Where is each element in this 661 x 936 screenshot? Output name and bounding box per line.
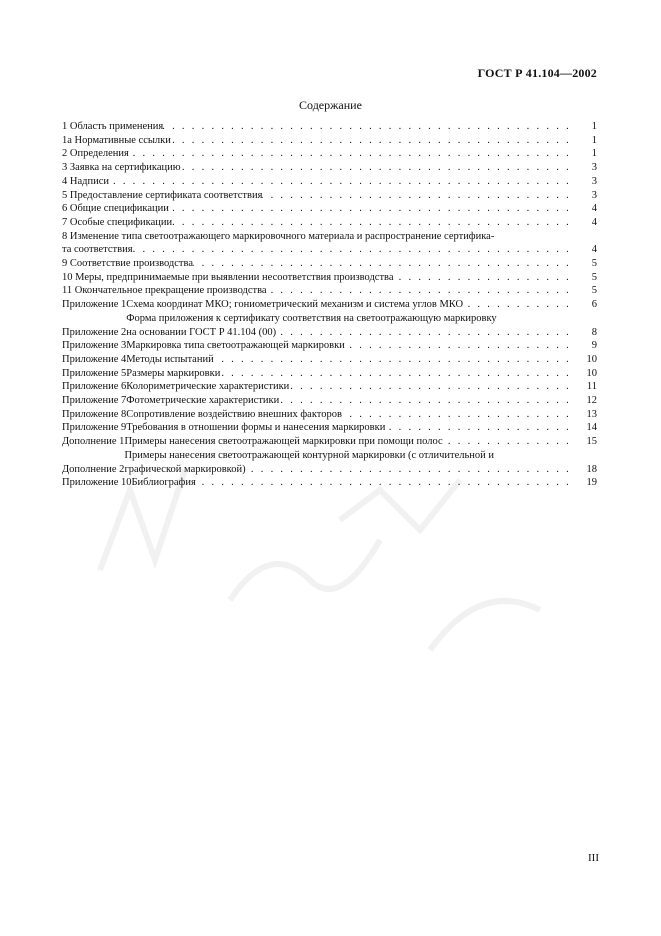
toc-entry-page: 4 [591,203,597,215]
toc-entry[interactable] [62,175,597,189]
toc-entry[interactable] [62,298,597,312]
toc-entry-page: 11 [586,381,597,393]
toc-entry-prefix: Приложение 9 [62,422,127,434]
toc-entry-prefix: Приложение 6 [62,381,127,393]
toc-entry[interactable] [62,380,597,394]
dot-leader [262,189,573,203]
toc-entry-title: Колориметрические характеристики [126,381,290,393]
toc-entry-prefix: Дополнение 2 [62,463,125,475]
toc-entry-page: 18 [586,463,597,475]
dot-leader [463,298,573,312]
toc-entry-page: 1 [591,121,597,132]
toc-entry[interactable] [62,216,597,230]
toc-entry-title: 1а Нормативные ссылки [62,134,171,146]
toc-entry-page: 3 [591,162,597,174]
toc-entry[interactable] [62,408,597,422]
toc-entry-title: Фотометрические характеристики [126,395,280,407]
dot-leader [289,380,573,394]
toc-entry-title: 5 Предоставление сертификата соответствия [62,189,263,201]
toc-entry[interactable] [62,284,597,298]
dot-leader [133,243,573,257]
toc-entry-page: 5 [591,271,597,283]
toc-entry-prefix: Приложение 3 [62,340,127,352]
toc-entry-title: 2 Определения [62,148,129,160]
toc-entry[interactable] [62,367,597,381]
toc-entry-title: 9 Соответствие производства [62,258,194,270]
toc-entry-title: Примеры нанесения светоотражающей маркировки при помощи полос [124,436,443,448]
toc-entry[interactable] [62,134,597,148]
dot-leader [394,271,573,285]
page-number: III [588,852,599,864]
dot-leader [220,367,573,381]
dot-leader [385,421,573,435]
dot-leader [267,284,573,298]
toc-entry-page: 1 [591,134,597,146]
toc-entry-title: 7 Особые спецификации [62,216,173,228]
toc-entry-page: 9 [591,340,597,352]
toc-entry[interactable] [62,161,597,175]
toc-entry-page: 15 [586,436,597,448]
toc-entry-page: 19 [586,477,597,489]
toc-entry[interactable] [62,339,597,353]
toc-entry[interactable] [62,421,597,435]
dot-leader [279,394,573,408]
toc-entry[interactable] [62,476,597,490]
toc-entry-page: 8 [591,326,597,338]
toc-entry-title: Схема координат МКО; гониометрический механизм и система углов МКО [126,299,464,311]
toc-entry-prefix: Приложение 4 [62,353,127,365]
toc-entry-title: Маркировка типа светоотражающей маркировки [126,340,345,352]
toc-entry-page: 3 [591,175,597,187]
toc-entry-title: Примеры нанесения светоотражающей контурной маркировки (с отличительной и [124,449,494,461]
toc-entry[interactable] [62,147,597,161]
toc-entry-title: Размеры маркировки [126,367,221,379]
toc-entry-title: 1 Область применения [62,121,164,132]
toc-entry[interactable] [62,435,597,449]
toc-entry-title: Методы испытаний [126,353,214,365]
toc-entry-prefix: Приложение 5 [62,367,127,379]
toc-entry-prefix: Дополнение 1 [62,436,125,448]
toc-entry-prefix: Приложение 2 [62,326,127,338]
dot-leader [129,147,573,161]
toc-entry-title: Требования в отношении формы и нанесения маркировки [126,422,386,434]
toc-entry-prefix: Приложение 1 [62,299,127,311]
toc-entry[interactable] [62,312,597,339]
toc-entry[interactable] [62,257,597,271]
toc-entry-page: 6 [591,299,597,311]
dot-leader [181,161,573,175]
toc-entry[interactable] [62,189,597,203]
toc-entry-title: 8 Изменение типа светоотражающего маркировочного материала и распространение сертифика- [62,230,495,242]
dot-leader [172,216,573,230]
toc-entry-title: Библиография [131,477,196,489]
toc-entry-title: Форма приложения к сертификату соответствия на светоотражающую маркировку [126,312,497,324]
toc-entry-prefix: Приложение 7 [62,395,127,407]
toc-entry[interactable] [62,271,597,285]
dot-leader [171,134,573,148]
toc-entry[interactable] [62,120,597,134]
dot-leader [163,120,573,134]
toc-entry-page: 5 [591,285,597,297]
toc-entry-title: та соответствия [62,244,133,256]
toc-entry-title: графической маркировкой) [124,463,246,475]
toc-entry[interactable] [62,353,597,367]
toc-title: Содержание [299,98,362,112]
table-of-contents [62,120,597,490]
toc-entry-page: 1 [591,148,597,160]
toc-entry-page: 12 [586,395,597,407]
dot-leader [193,257,573,271]
dot-leader [214,353,573,367]
toc-entry-page: 5 [591,258,597,270]
toc-entry-title: 10 Меры, предпринимаемые при выявлении несоответствия производства [62,271,394,283]
toc-entry-page: 13 [586,408,597,420]
dot-leader [345,339,573,353]
toc-entry-page: 3 [591,189,597,201]
toc-entry-title: Сопротивление воздействию внешних факторов [126,408,342,420]
toc-entry-title: 6 Общие спецификации [62,203,169,215]
toc-entry-prefix: Приложение 10 [62,477,132,489]
toc-entry[interactable] [62,202,597,216]
toc-entry-title: 4 Надписи [62,175,109,187]
toc-entry-page: 4 [591,244,597,256]
toc-entry[interactable] [62,230,597,257]
dot-leader [169,202,573,216]
toc-entry-prefix: Приложение 8 [62,408,127,420]
dot-leader [342,408,573,422]
toc-entry-title: 11 Окончательное прекращение производства [62,285,267,297]
toc-entry-page: 14 [586,422,597,434]
document-code: ГОСТ Р 41.104—2002 [477,66,597,80]
toc-entry[interactable] [62,449,597,476]
dot-leader [246,463,573,477]
dot-leader [109,175,573,189]
toc-entry-title: на основании ГОСТ Р 41.104 (00) [126,326,277,338]
toc-entry-page: 4 [591,216,597,228]
toc-entry[interactable] [62,394,597,408]
dot-leader [443,435,573,449]
toc-entry-page: 10 [586,367,597,379]
dot-leader [276,326,573,340]
toc-entry-page: 10 [586,353,597,365]
dot-leader [196,476,573,490]
toc-entry-title: 3 Заявка на сертификацию [62,162,181,174]
